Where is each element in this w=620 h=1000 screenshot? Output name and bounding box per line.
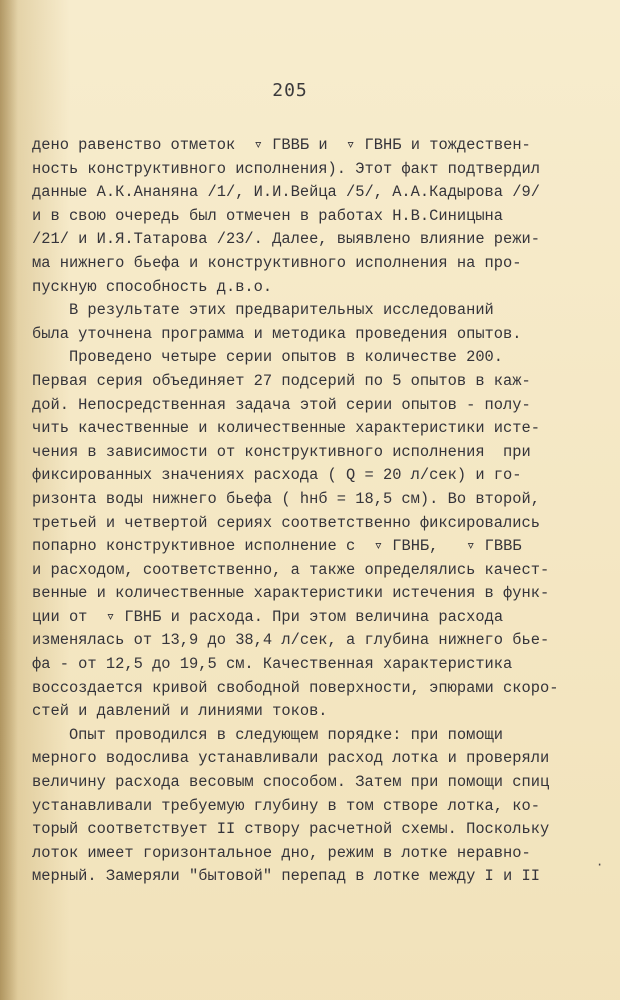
text-line: ма нижнего бьефа и конструктивного исполнения на про-	[32, 253, 522, 272]
text-line: величину расхода весовым способом. Затем при помощи спиц	[32, 773, 550, 792]
text-line: воссоздается кривой свободной поверхности, эпюрами скоро-	[32, 678, 559, 697]
text-line: изменялась от 13,9 до 38,4 л/сек, а глубина нижнего бье-	[32, 631, 550, 650]
text-line: и в свою очередь был отмечен в работах Н.В.Синицына	[32, 206, 504, 225]
text-line: была уточнена программа и методика проведения опытов.	[32, 324, 522, 343]
text-line: фиксированных значениях расхода ( Q = 20 л/сек) и го-	[32, 466, 522, 485]
text-line: чить качественные и количественные характеристики исте-	[32, 419, 540, 438]
text-line: стей и давлений и линиями токов.	[32, 702, 328, 721]
text-line: ность конструктивного исполнения). Этот факт подтвердил	[32, 159, 540, 178]
text-line: В результате этих предварительных исследований	[32, 301, 494, 320]
text-line: и расходом, соответственно, а также определялись качест-	[32, 560, 550, 579]
text-line: Опыт проводился в следующем порядке: при помощи	[32, 725, 504, 744]
ink-speck: ·	[596, 858, 604, 872]
text-line: /21/ и И.Я.Татарова /23/. Далее, выявлено влияние режи-	[32, 230, 540, 249]
text-line: фа - от 12,5 до 19,5 см. Качественная характеристика	[32, 655, 513, 674]
text-line: устанавливали требуемую глубину в том створе лотка, ко-	[32, 796, 540, 815]
text-line: дой. Непосредственная задача этой серии опытов - полу-	[32, 395, 531, 414]
text-line: чения в зависимости от конструктивного исполнения при	[32, 442, 531, 461]
text-line: Первая серия объединяет 27 подсерий по 5 опытов в каж-	[32, 371, 531, 390]
text-line: мерный. Замеряли "бытовой" перепад в лотке между I и II	[32, 867, 540, 886]
text-line: лоток имеет горизонтальное дно, режим в лотке неравно-	[32, 843, 531, 862]
text-line: попарно конструктивное исполнение с ▿ ГВНБ, ▿ ГВВБ	[32, 537, 522, 556]
text-line: ризонта воды нижнего бьефа ( hнб = 18,5 см). Во второй,	[32, 489, 540, 508]
text-line: данные А.К.Ананяна /1/, И.И.Вейца /5/, А.А.Кадырова /9/	[32, 183, 540, 202]
text-line: торый соответствует II створу расчетной схемы. Поскольку	[32, 820, 550, 839]
page-binding-shadow	[0, 0, 18, 1000]
page-number: 205	[272, 80, 308, 101]
text-line: мерного водослива устанавливали расход лотка и проверяли	[32, 749, 550, 768]
text-line: ции от ▿ ГВНБ и расхода. При этом величина расхода	[32, 607, 504, 626]
text-line: венные и количественные характеристики истечения в функ-	[32, 584, 550, 603]
text-line: пускную способность д.в.о.	[32, 277, 273, 296]
text-line: дено равенство отметок ▿ ГВВБ и ▿ ГВНБ и тождествен-	[32, 136, 531, 154]
body-text	[32, 134, 592, 889]
text-line: третьей и четвертой сериях соответственно фиксировались	[32, 513, 540, 532]
text-line: Проведено четыре серии опытов в количестве 200.	[32, 348, 504, 367]
